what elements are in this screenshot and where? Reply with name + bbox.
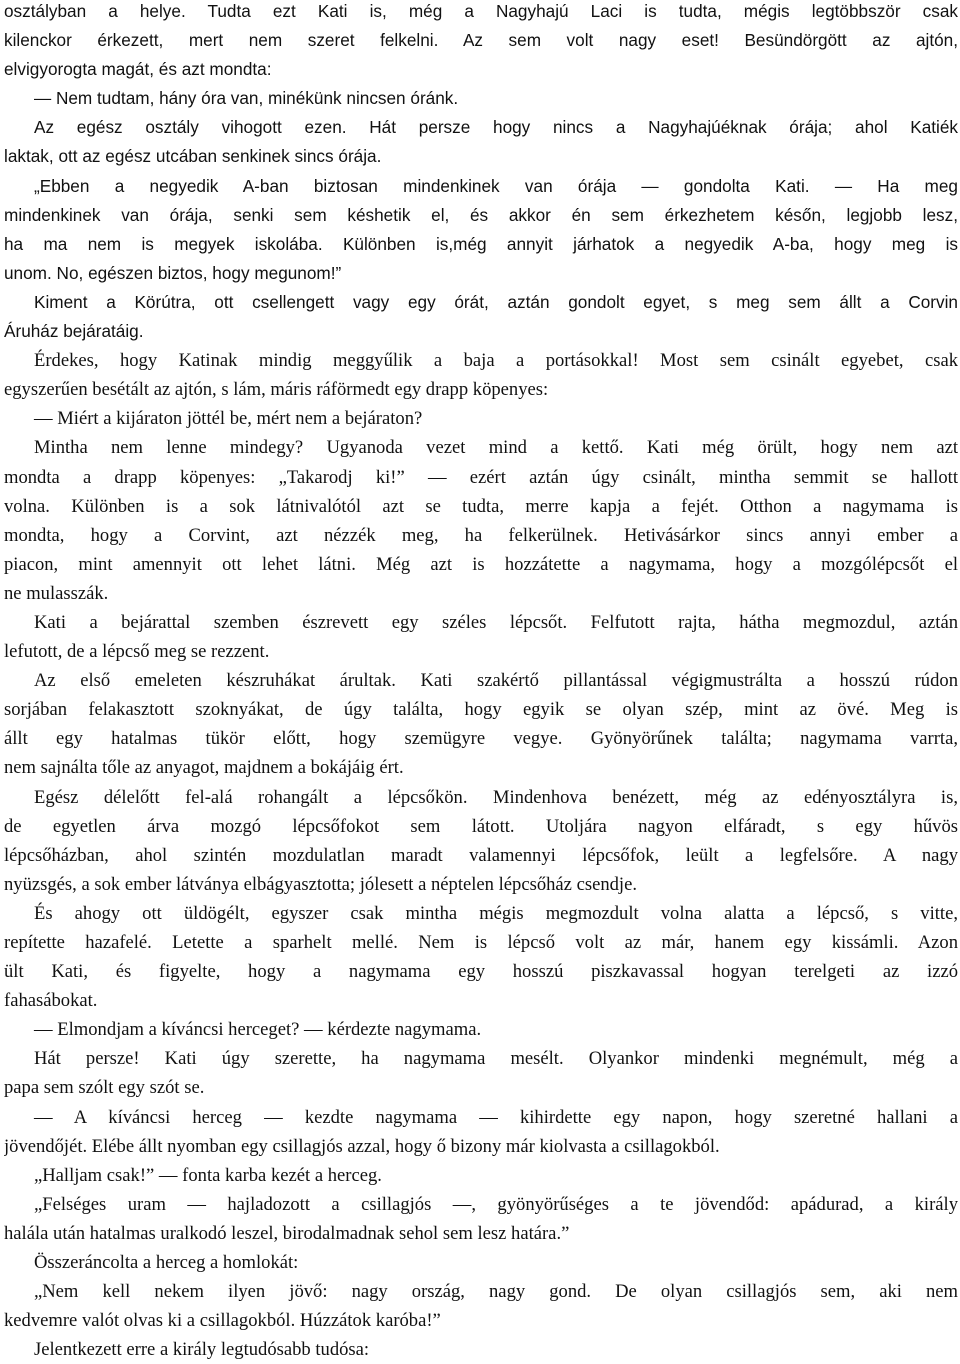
text-line: Kati a bejárattal szemben észrevett egy széles lépcsőt. Felfutott rajta, hátha megmozdul, aztán xyxy=(34,611,958,633)
text-line: — A kíváncsi herceg — kezdte nagymama — kihirdette egy napon, hogy szeretné hallani a xyxy=(34,1106,958,1128)
text-line: És ahogy ott üldögélt, egyszer csak mintha mégis megmozdult volna alatta a lépcső, s vitte, xyxy=(34,902,958,924)
text-line: Összeráncolta a herceg a homlokát: xyxy=(34,1252,299,1274)
text-line: osztályban a helye. Tudta ezt Kati is, még a Nagyhajú Laci is tudta, mégis legtöbbször csak xyxy=(4,1,958,21)
text-line: volna. Különben is a sok látnivalótól azt se tudta, merre kapja a fejét. Otthon a nagymama is xyxy=(4,495,958,517)
text-line: mondta a drapp köpenyes: „Takarodj ki!” — ezért aztán úgy csinált, mintha semmit se hallott xyxy=(4,466,958,488)
text-line: — Nem tudtam, hány óra van, minékünk nincsen óránk. xyxy=(34,88,459,109)
text-line: nem sajnálta tőle az anyagot, majdnem a bokájáig ért. xyxy=(4,757,404,779)
text-line: kilenckor érkezett, mert nem szeret felkelni. Az sem volt nagy eset! Besündörgött az ajtón, xyxy=(4,30,958,51)
text-line: nyüzsgés, a sok ember látványa elbágyasztotta; jólesett a néptelen lépcsőház csendje. xyxy=(4,873,637,895)
text-line: Az első emeleten készruhákat árultak. Kati szakértő pillantással végigmustrálta a hosszú rúdon xyxy=(34,670,958,692)
text-line: lefutott, de a lépcső meg se rezzent. xyxy=(4,641,270,663)
document-page xyxy=(4,0,958,1364)
text-line: Mintha nem lenne mindegy? Ugyanoda vezet mind a kettő. Kati még örült, hogy nem azt xyxy=(34,437,958,459)
text-line: mindenkinek van órája, senki sem késhetik el, és akkor én sem érkezhetem későn, legjobb lesz, xyxy=(4,204,958,225)
text-line: ne mulasszák. xyxy=(4,582,109,604)
text-line: egyszerűen besétált az ajtón, s lám, máris ráförmedt egy drapp köpenyes: xyxy=(4,379,549,401)
text-line: halála után hatalmas uralkodó leszel, birodalmadnak sehol sem lesz határa.” xyxy=(4,1222,570,1244)
text-line: Az egész osztály vihogott ezen. Hát persze hogy nincs a Nagyhajúéknak órája; ahol Katiék xyxy=(34,117,958,138)
text-line: papa sem szólt egy szót se. xyxy=(4,1077,205,1099)
text-line: elvigyorogta magát, és azt mondta: xyxy=(4,59,272,80)
text-line: laktak, ott az egész utcában senkinek sincs órája. xyxy=(4,146,382,167)
text-line: Kiment a Körútra, ott csellengett vagy egy órát, aztán gondolt egyet, s meg sem állt a Corvin xyxy=(34,291,958,312)
text-line: repítette hazafelé. Letette a sparhelt mellé. Nem is lépcső volt az már, hanem egy kissámli. Azon xyxy=(4,932,958,953)
text-line: ha ma nem is megyek iskolába. Különben is,még annyit járhatok a negyedik A-ba, hogy meg is xyxy=(4,233,958,254)
text-line: jövendőjét. Elébe állt nyomban egy csillagjós azzal, hogy ő bizony már kiolvasta a csillagokból. xyxy=(4,1135,720,1157)
text-line: Érdekes, hogy Katinak mindig meggyűlik a baja a portásokkal! Most sem csinált egyebet, csak xyxy=(34,350,958,372)
text-line: „Ebben a negyedik A-ban biztosan mindenkinek van órája — gondolta Kati. — Ha meg xyxy=(34,175,958,196)
text-line: sorjában felakasztott szoknyákat, de úgy találta, hogy egyik se olyan szép, mint az övé. Meg is xyxy=(4,699,958,721)
text-line: — Miért a kijáraton jöttél be, mért nem a bejáraton? xyxy=(34,408,423,430)
text-line: „Nem kell nekem ilyen jövő: nagy ország, nagy gond. De olyan csillagjós sem, aki nem xyxy=(34,1281,958,1303)
text-line: de egyetlen árva mozgó lépcsőfokot sem látott. Utoljára nagyon elfáradt, s egy hűvös xyxy=(4,815,958,837)
text-line: „Felséges uram — hajladozott a csillagjós —, gyönyörűséges a te jövendőd: apádurad, a király xyxy=(34,1193,958,1215)
text-line: kedvemre valót olvas ki a csillagokból. Húzzátok karóba!” xyxy=(4,1310,441,1332)
text-line: mondta, hogy a Corvint, azt nézzék meg, ha felkerülnek. Hetivásárkor sincs annyi ember a xyxy=(4,524,958,546)
text-line: „Halljam csak!” — fonta karba kezét a herceg. xyxy=(34,1164,382,1186)
text-line: Hát persze! Kati úgy szerette, ha nagymama mesélt. Olyankor mindenki megnémult, még a xyxy=(34,1048,958,1070)
text-line: állt egy hatalmas tükör előtt, hogy szemügyre vegye. Gyönyörűnek találta; nagymama varrta, xyxy=(4,728,958,750)
text-line: Jelentkezett erre a király legtudósabb tudósa: xyxy=(34,1339,370,1361)
text-line: unom. No, egészen biztos, hogy megunom!” xyxy=(4,262,342,283)
text-line: lépcsőházban, ahol szintén mozdulatlan maradt valamennyi lépcsőfok, leült a legfelsőre. A nagy xyxy=(4,844,958,866)
text-line: fahasábokat. xyxy=(4,990,98,1012)
text-line: ült Kati, és figyelte, hogy a nagymama egy hosszú piszkavassal hogyan terelgeti az izzó xyxy=(4,961,958,983)
text-line: piacon, mint amennyit ott lehet látni. Még azt is hozzátette a nagymama, hogy a mozgólépcsőt el xyxy=(4,553,958,575)
text-line: Áruház bejáratáig. xyxy=(4,321,144,342)
text-line: — Elmondjam a kíváncsi herceget? — kérdezte nagymama. xyxy=(34,1019,482,1041)
text-line: Egész délelőtt fel-alá rohangált a lépcsőkön. Mindenhova benézett, még az edényosztályra is, xyxy=(34,786,958,808)
